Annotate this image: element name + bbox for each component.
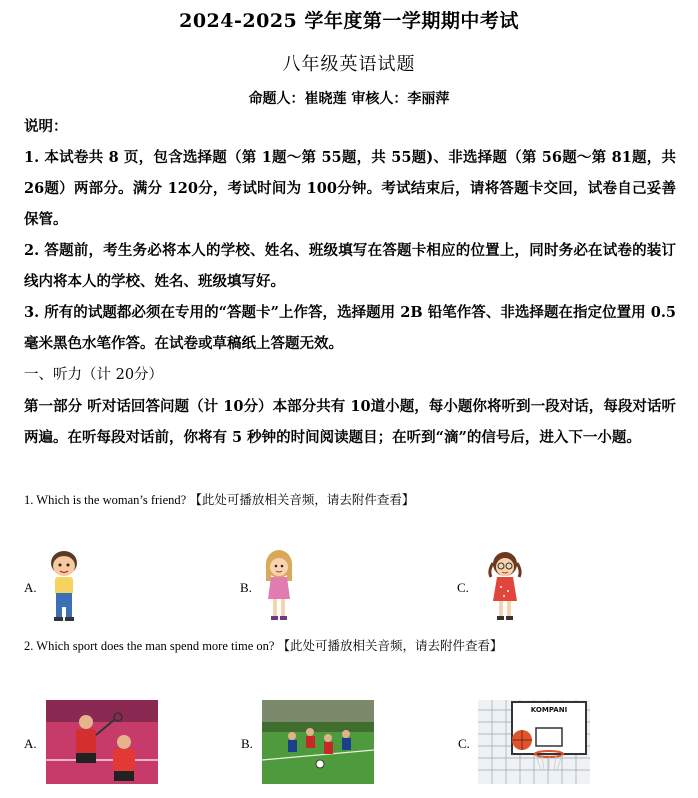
question-1-text: 1. Which is the woman’s friend? 【此处可播放相关音频，请去附件查看】 [24,493,415,507]
question-2-text: 2. Which sport does the man spend more time on? 【此处可播放相关音频，请去附件查看】 [24,639,503,653]
badminton-photo-image [46,700,158,784]
q1-option-c-label[interactable]: C. [457,580,469,595]
basketball-photo-image [478,700,590,784]
exam-subtitle: 八年级英语试题 [282,54,416,75]
q1-option-a-label[interactable]: A. [24,580,37,595]
note-item-3: 3. 所有的试题都必须在专用的“答题卡”上作答，选择题用 2B 铅笔作答、非选择题在指定位置用 0.5毫米黑色水笔作答。在试卷或草稿纸上答题无效。 [24,304,676,352]
exam-title: 2024-2025 学年度第一学期期中考试 [179,10,519,32]
q2-option-b-label[interactable]: B. [241,736,253,751]
q2-option-c-label[interactable]: C. [458,736,470,751]
notes-heading: 说明： [24,118,68,135]
backboard-brand: KOMPANI [530,706,568,714]
note-item-2: 2. 答题前，考生务必将本人的学校、姓名、班级填写在答题卡相应的位置上，同时务必在试卷的装订线内将本人的学校、姓名、班级填写好。 [24,242,676,290]
exam-authors: 命题人：崔晓莲 审核人：李丽萍 [248,91,450,107]
football-photo-image [262,700,374,784]
listening-section-heading: 一、听力（计 20分） [24,367,164,383]
q2-option-a-label[interactable]: A. [24,736,37,751]
girl-cartoon-image [262,549,296,623]
listening-part1-instructions: 第一部分 听对话回答问题（计 10分）本部分共有 10道小题，每小题你将听到一段对话，每段对话听两遍。在听每段对话前，你将有 5 秒钟的时间阅读题目；在听到“滴”的信号后，进入下一小题。 [24,398,676,446]
note-item-1: 1. 本试卷共 8 页，包含选择题（第 1题～第 55题，共 55题)、非选择题（第 56题～第 81题，共 26题）两部分。满分 120分，考试时间为 100分钟。考试结束后，请将答题卡交回，试卷自己妥善保管。 [24,149,676,228]
boy-cartoon-image [44,549,84,623]
glasses-girl-cartoon-image [486,549,524,623]
q1-option-b-label[interactable]: B. [240,580,252,595]
